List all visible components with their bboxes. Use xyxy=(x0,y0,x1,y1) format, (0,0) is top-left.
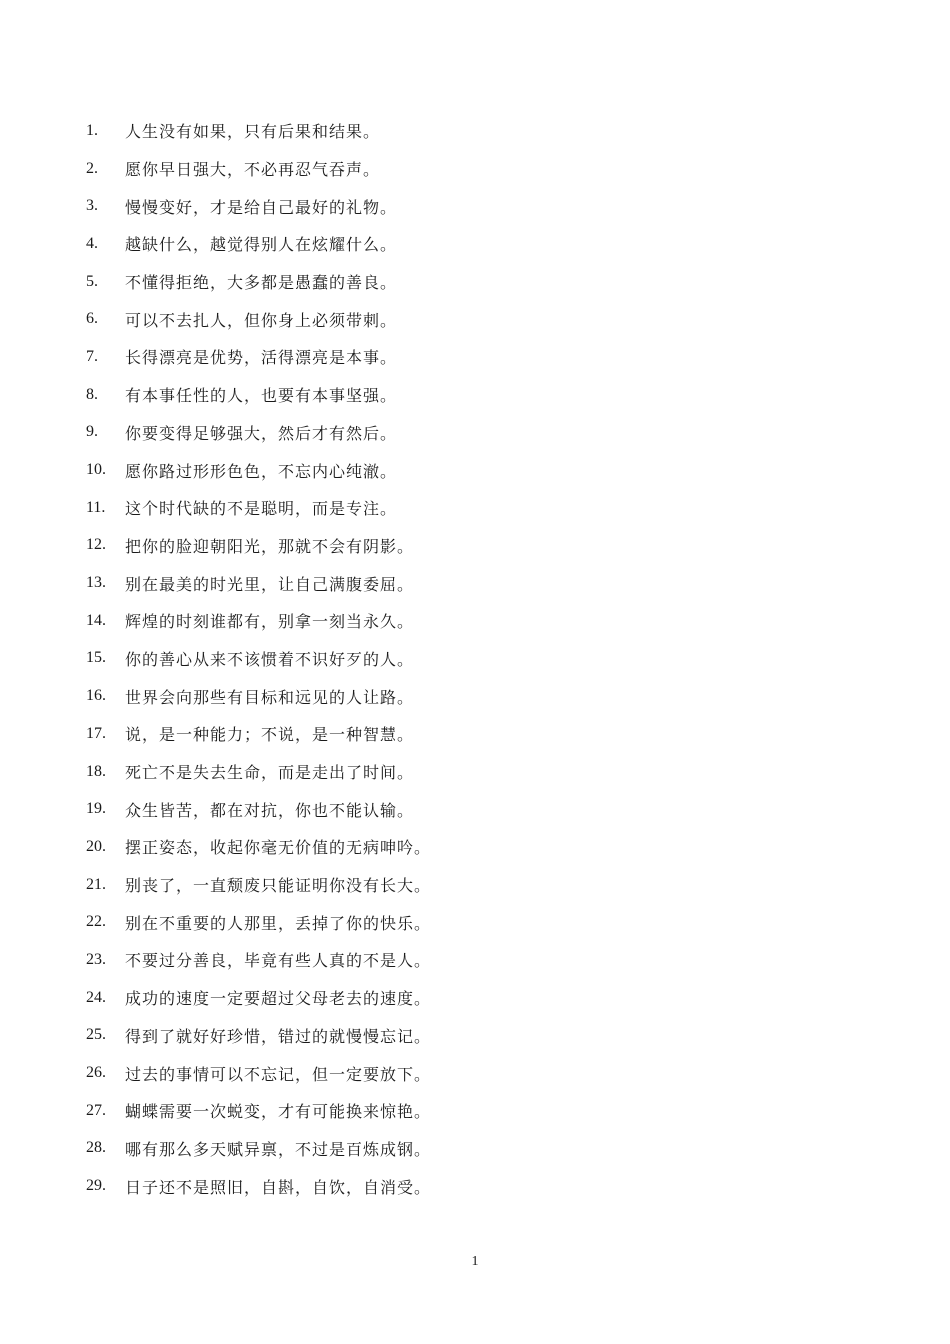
list-item xyxy=(86,187,866,225)
page-number: 1 xyxy=(471,1254,479,1269)
list-item-number: 21. xyxy=(86,875,106,893)
list-item-number: 25. xyxy=(86,1026,106,1044)
list-item-text: 得到了就好好珍惜，错过的就慢慢忘记。 xyxy=(125,1026,432,1046)
list-item-text: 不懂得拒绝，大多都是愚蠢的善良。 xyxy=(125,273,398,293)
list-item-text: 你的善心从来不该惯着不识好歹的人。 xyxy=(125,649,415,669)
list-item xyxy=(86,715,866,753)
list-item xyxy=(86,263,866,301)
list-item-number: 5. xyxy=(86,272,98,290)
list-item-text: 日子还不是照旧，自斟，自饮，自消受。 xyxy=(125,1177,432,1197)
list-item xyxy=(86,451,866,489)
list-item xyxy=(86,112,866,150)
list-item-text: 哪有那么多天赋异禀，不过是百炼成钢。 xyxy=(125,1139,432,1159)
list-item-text: 你要变得足够强大，然后才有然后。 xyxy=(125,423,398,443)
list-item xyxy=(86,1017,866,1055)
list-item-text: 长得漂亮是优势，活得漂亮是本事。 xyxy=(125,348,398,368)
list-item xyxy=(86,338,866,376)
list-item-text: 把你的脸迎朝阳光，那就不会有阴影。 xyxy=(125,536,415,556)
list-item xyxy=(86,941,866,979)
list-item-text: 别在不重要的人那里，丢掉了你的快乐。 xyxy=(125,913,432,933)
list-item-number: 1. xyxy=(86,121,98,139)
list-item xyxy=(86,489,866,527)
list-item-number: 11. xyxy=(86,498,106,516)
list-item-text: 不要过分善良，毕竟有些人真的不是人。 xyxy=(125,951,432,971)
list-item-number: 24. xyxy=(86,988,106,1006)
list-item-text: 慢慢变好，才是给自己最好的礼物。 xyxy=(125,197,398,217)
list-item xyxy=(86,150,866,188)
list-item-number: 17. xyxy=(86,724,106,742)
list-item-number: 8. xyxy=(86,385,98,403)
list-item-number: 22. xyxy=(86,913,106,931)
list-item-text: 过去的事情可以不忘记，但一定要放下。 xyxy=(125,1064,432,1084)
list-item-text: 愿你早日强大，不必再忍气吞声。 xyxy=(125,160,381,180)
list-item-number: 13. xyxy=(86,574,106,592)
list-item-number: 4. xyxy=(86,234,98,252)
list-item xyxy=(86,527,866,565)
list-item-number: 20. xyxy=(86,837,106,855)
list-item xyxy=(86,677,866,715)
list-item-number: 9. xyxy=(86,423,98,441)
list-item-number: 23. xyxy=(86,950,106,968)
list-item-number: 2. xyxy=(86,159,98,177)
list-item xyxy=(86,414,866,452)
list-item xyxy=(86,753,866,791)
list-item-text: 摆正姿态，收起你毫无价值的无病呻吟。 xyxy=(125,838,432,858)
list-item xyxy=(86,1054,866,1092)
list-item xyxy=(86,1130,866,1168)
list-item-text: 别丧了，一直颓废只能证明你没有长大。 xyxy=(125,876,432,896)
list-item-number: 27. xyxy=(86,1101,106,1119)
list-item-text: 世界会向那些有目标和远见的人让路。 xyxy=(125,687,415,707)
list-item-number: 3. xyxy=(86,197,98,215)
list-item-number: 19. xyxy=(86,800,106,818)
list-item xyxy=(86,1167,866,1205)
list-item-text: 可以不去扎人，但你身上必须带刺。 xyxy=(125,310,398,330)
list-item-text: 有本事任性的人，也要有本事坚强。 xyxy=(125,386,398,406)
list-item xyxy=(86,828,866,866)
list-item-text: 越缺什么，越觉得别人在炫耀什么。 xyxy=(125,235,398,255)
list-item-text: 蝴蝶需要一次蜕变，才有可能换来惊艳。 xyxy=(125,1102,432,1122)
list-item-text: 众生皆苦，都在对抗，你也不能认输。 xyxy=(125,800,415,820)
list-item-text: 说，是一种能力；不说，是一种智慧。 xyxy=(125,725,415,745)
list-item-number: 16. xyxy=(86,687,106,705)
list-item-text: 愿你路过形形色色，不忘内心纯澈。 xyxy=(125,461,398,481)
list-item xyxy=(86,1092,866,1130)
list-item xyxy=(86,376,866,414)
list-item-number: 28. xyxy=(86,1139,106,1157)
list-item xyxy=(86,640,866,678)
list-item xyxy=(86,300,866,338)
quote-list xyxy=(86,112,866,1205)
list-item-number: 6. xyxy=(86,310,98,328)
list-item xyxy=(86,979,866,1017)
list-item-text: 人生没有如果，只有后果和结果。 xyxy=(125,122,381,142)
list-item-number: 12. xyxy=(86,536,106,554)
list-item-number: 15. xyxy=(86,649,106,667)
list-item-text: 死亡不是失去生命，而是走出了时间。 xyxy=(125,763,415,783)
list-item xyxy=(86,564,866,602)
list-item-number: 29. xyxy=(86,1177,106,1195)
list-item-number: 10. xyxy=(86,461,106,479)
list-item xyxy=(86,903,866,941)
list-item-number: 14. xyxy=(86,611,106,629)
list-item-number: 7. xyxy=(86,347,98,365)
list-item xyxy=(86,790,866,828)
list-item-number: 26. xyxy=(86,1064,106,1082)
list-item-text: 别在最美的时光里，让自己满腹委屈。 xyxy=(125,574,415,594)
list-item-number: 18. xyxy=(86,762,106,780)
list-item xyxy=(86,225,866,263)
list-item-text: 辉煌的时刻谁都有，别拿一刻当永久。 xyxy=(125,612,415,632)
list-item-text: 这个时代缺的不是聪明，而是专注。 xyxy=(125,499,398,519)
list-item xyxy=(86,866,866,904)
list-item-text: 成功的速度一定要超过父母老去的速度。 xyxy=(125,989,432,1009)
list-item xyxy=(86,602,866,640)
